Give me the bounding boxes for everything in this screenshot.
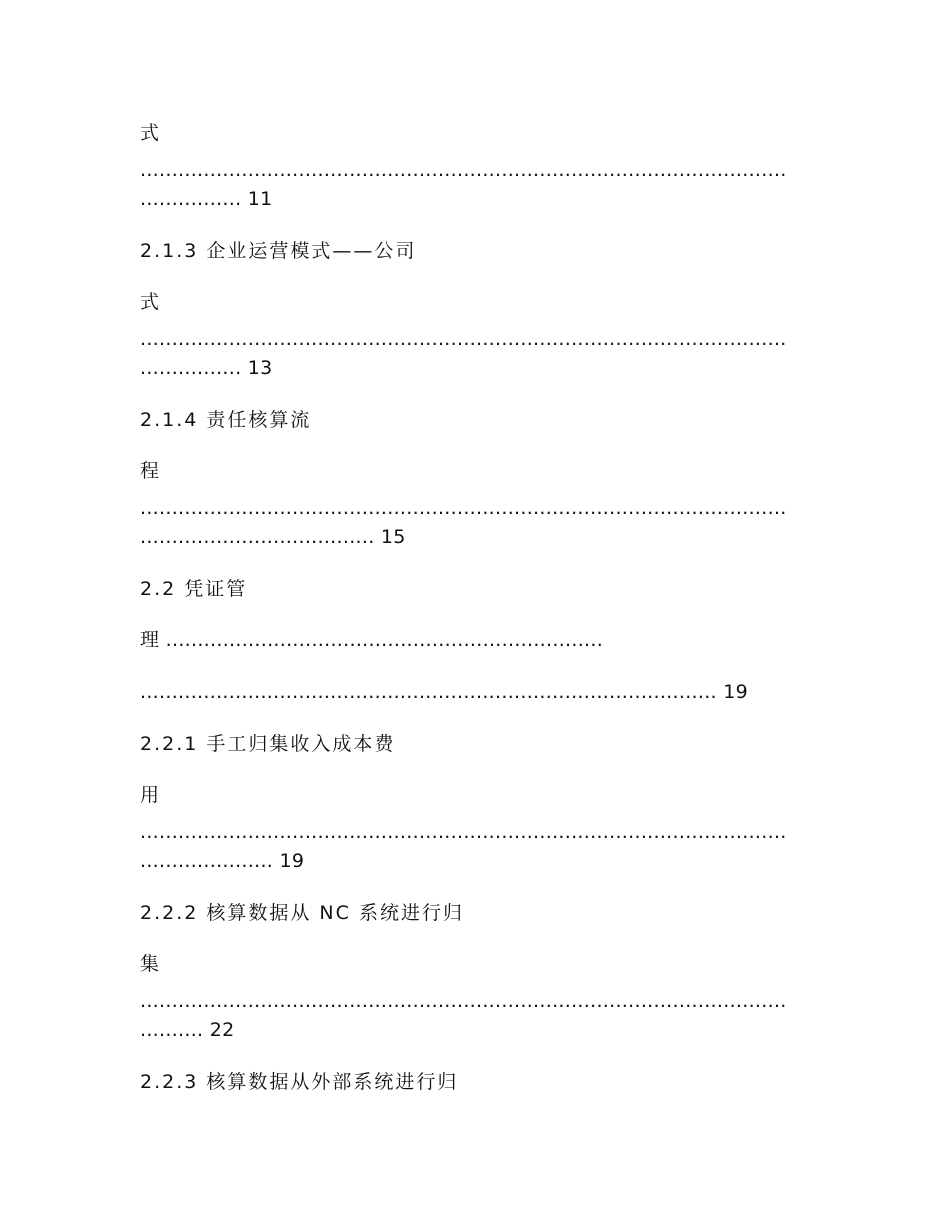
toc-entry-2-2-3: 2.2.3 核算数据从外部系统进行归: [140, 1071, 459, 1093]
toc-entry-2-1-4: 2.1.4 责任核算流: [140, 409, 312, 431]
toc-page-number-line: ................ 11: [140, 188, 273, 210]
toc-entry-2-1-3: 2.1.3 企业运营模式——公司: [140, 240, 417, 262]
toc-line-fragment: 集: [140, 953, 162, 975]
toc-dot-leader: ......................................................................................................: [140, 497, 787, 519]
toc-dot-leader: ......................................................................................................: [140, 821, 787, 843]
toc-page-number-line: ..................... 19: [140, 850, 305, 872]
toc-page-number-line: ................ 13: [140, 357, 273, 379]
toc-line-fragment: 式: [140, 122, 162, 144]
toc-line-fragment: 用: [140, 784, 162, 806]
toc-line-fragment: 理 .....................................................................: [140, 629, 604, 651]
toc-page-number-line: ..................................... 15: [140, 526, 406, 548]
toc-entry-2-2-1: 2.2.1 手工归集收入成本费: [140, 733, 396, 755]
toc-dot-leader: ......................................................................................................: [140, 159, 787, 181]
toc-dot-leader: ......................................................................................................: [140, 990, 787, 1012]
toc-line-fragment: 式: [140, 291, 162, 313]
toc-page-number-line: ........................................................................................... 19: [140, 681, 749, 703]
toc-entry-2-2: 2.2 凭证管: [140, 578, 248, 600]
toc-dot-leader: ......................................................................................................: [140, 328, 787, 350]
toc-page-number-line: .......... 22: [140, 1019, 235, 1041]
toc-entry-2-2-2: 2.2.2 核算数据从 NC 系统进行归: [140, 902, 464, 924]
toc-line-fragment: 程: [140, 460, 162, 482]
